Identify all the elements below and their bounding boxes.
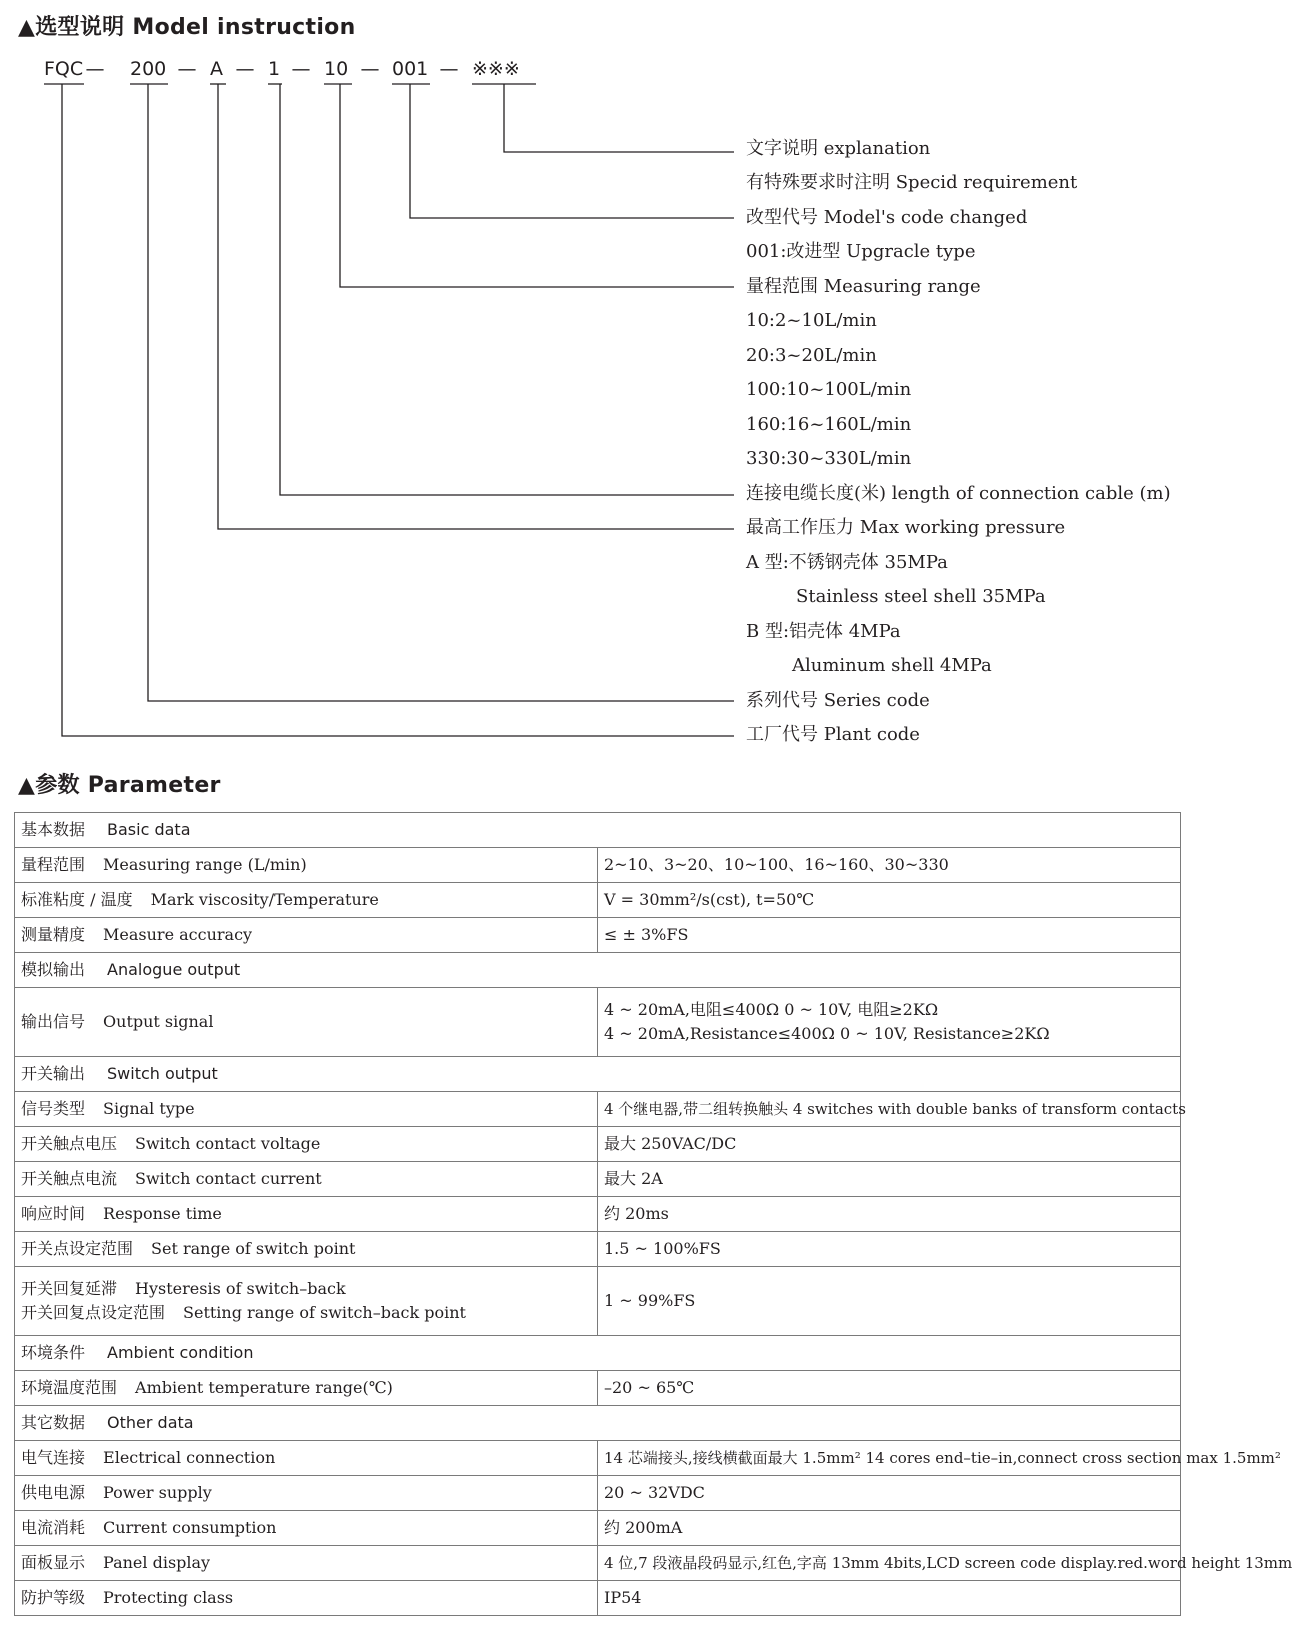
param-value: 约 20ms <box>598 1197 1181 1232</box>
section-cn: 环境条件 <box>21 1343 86 1362</box>
parameter-table <box>14 812 1292 1616</box>
param-value: 约 200mA <box>598 1511 1181 1546</box>
leader-modified <box>410 84 734 218</box>
section-en: Other data <box>107 1413 194 1432</box>
table-row <box>15 1162 1181 1197</box>
param-en: Switch contact current <box>135 1169 322 1188</box>
explain-max-pressure: 最高工作压力 Max working pressure <box>746 517 1066 538</box>
param-value: 最大 250VAC/DC <box>598 1127 1181 1162</box>
table-row <box>15 988 1181 1057</box>
explain-type-a-en: Stainless steel shell 35MPa <box>796 586 1046 607</box>
param-cn: 开关触点电流 <box>21 1169 118 1188</box>
section-en: Switch output <box>107 1064 218 1083</box>
param-value: 4 ~ 20mA,电阻≤400Ω 0 ~ 10V, 电阻≥2KΩ <box>604 1000 939 1019</box>
param-cn: 电流消耗 <box>21 1518 86 1537</box>
table-row <box>15 848 1181 883</box>
param-en: Measuring range (L/min) <box>103 855 307 874</box>
code-part-cable: 1 <box>268 58 281 80</box>
section-cn: 模拟输出 <box>21 960 86 979</box>
table-row <box>15 1197 1181 1232</box>
leader-range <box>340 84 734 287</box>
parameter-heading: ▲参数 Parameter <box>18 773 221 798</box>
param-value-en: 4 ~ 20mA,Resistance≤400Ω 0 ~ 10V, Resistance≥2KΩ <box>604 1024 1050 1043</box>
param-value: 1.5 ~ 100%FS <box>598 1232 1181 1267</box>
table-row <box>15 1267 1181 1336</box>
param-value: 最大 2A <box>598 1162 1181 1197</box>
param-en: Ambient temperature range(℃) <box>135 1378 393 1397</box>
param-en: Measure accuracy <box>103 925 253 944</box>
param-cn: 开关点设定范围 <box>21 1239 134 1258</box>
param-value: 4 个继电器,带二组转换触头 4 switches with double banks of transform contacts <box>598 1092 1181 1127</box>
param-cn: 电气连接 <box>21 1448 86 1467</box>
param-value: IP54 <box>598 1581 1181 1616</box>
table-row <box>15 1476 1181 1511</box>
code-part-range: 10 <box>324 58 349 80</box>
code-separator: — <box>235 58 255 80</box>
explain-range-option: 10:2~10L/min <box>746 310 877 331</box>
explain-type-b: B 型:铝壳体 4MPa <box>746 621 901 642</box>
param-cn: 环境温度范围 <box>21 1378 118 1397</box>
param-value: –20 ~ 65℃ <box>598 1371 1181 1406</box>
explain-range-option: 100:10~100L/min <box>746 379 912 400</box>
table-row <box>15 883 1181 918</box>
param-cn: 面板显示 <box>21 1553 86 1572</box>
param-value: 20 ~ 32VDC <box>598 1476 1181 1511</box>
param-value: 1 ~ 99%FS <box>598 1267 1181 1336</box>
param-en: Current consumption <box>103 1518 277 1537</box>
section-cn: 基本数据 <box>21 820 86 839</box>
code-separator: — <box>439 58 459 80</box>
explain-measuring-range: 量程范围 Measuring range <box>746 276 981 297</box>
section-en: Basic data <box>107 820 191 839</box>
param-en: Protecting class <box>103 1588 234 1607</box>
param-value: ≤ ± 3%FS <box>598 918 1181 953</box>
leader-series <box>148 84 734 701</box>
param-cn: 防护等级 <box>21 1588 86 1607</box>
param-cn: 输出信号 <box>21 1012 86 1031</box>
section-cn: 其它数据 <box>21 1413 86 1432</box>
param-en: Electrical connection <box>103 1448 276 1467</box>
explain-text: 文字说明 explanation <box>746 138 931 159</box>
explain-modified-code: 改型代号 Model's code changed <box>746 207 1028 228</box>
code-part-pressure: A <box>210 58 223 80</box>
leader-plant <box>62 84 734 736</box>
param-cn: 开关回复延滞 <box>21 1279 118 1298</box>
table-section-row <box>15 1336 1181 1371</box>
model-instruction-heading: ▲选型说明 Model instruction <box>18 15 356 40</box>
leader-special <box>504 84 734 152</box>
table-row <box>15 1546 1181 1581</box>
param-en: Set range of switch point <box>151 1239 356 1258</box>
model-code-leader-lines <box>0 0 1200 760</box>
param-value: 14 芯端接头,接线横截面最大 1.5mm² 14 cores end–tie–in,connect cross section max 1.5mm² <box>598 1441 1181 1476</box>
explain-series-code: 系列代号 Series code <box>746 690 930 711</box>
explain-plant-code: 工厂代号 Plant code <box>746 724 920 745</box>
param-cn: 开关回复点设定范围 <box>21 1303 166 1322</box>
explain-range-option: 330:30~330L/min <box>746 448 912 469</box>
section-en: Ambient condition <box>107 1343 254 1362</box>
code-part-modified: 001 <box>392 58 429 80</box>
param-value: 4 位,7 段液晶段码显示,红色,字高 13mm 4bits,LCD screen code display.red.word height 13mm <box>598 1546 1181 1581</box>
param-cn: 供电电源 <box>21 1483 86 1502</box>
explain-cable-length: 连接电缆长度(米) length of connection cable (m) <box>746 483 1171 504</box>
leader-cable <box>280 84 734 495</box>
param-en: Power supply <box>103 1483 212 1502</box>
param-en: Output signal <box>103 1012 214 1031</box>
explain-range-option: 160:16~160L/min <box>746 414 912 435</box>
section-cn: 开关输出 <box>21 1064 86 1083</box>
table-section-row <box>15 1406 1181 1441</box>
code-separator: — <box>291 58 311 80</box>
param-cn: 测量精度 <box>21 925 86 944</box>
explain-upgrade-type: 001:改进型 Upgracle type <box>746 241 976 262</box>
param-en: Hysteresis of switch–back <box>135 1279 346 1298</box>
table-section-row <box>15 1057 1181 1092</box>
param-en: Panel display <box>103 1553 211 1572</box>
param-en: Signal type <box>103 1099 195 1118</box>
param-value: V = 30mm²/s(cst), t=50℃ <box>598 883 1181 918</box>
param-cn: 量程范围 <box>21 855 86 874</box>
table-row <box>15 1441 1181 1476</box>
table-row <box>15 1371 1181 1406</box>
code-part-special: ※※※ <box>472 58 520 80</box>
table-row <box>15 918 1181 953</box>
explain-range-option: 20:3~20L/min <box>746 345 877 366</box>
table-row <box>15 1232 1181 1267</box>
param-en: Setting range of switch–back point <box>183 1303 466 1322</box>
explain-type-b-en: Aluminum shell 4MPa <box>792 655 992 676</box>
code-part-plant: FQC <box>44 58 84 80</box>
param-cn: 响应时间 <box>21 1204 86 1223</box>
param-en: Response time <box>103 1204 222 1223</box>
table-row <box>15 1127 1181 1162</box>
table-row <box>15 1092 1181 1127</box>
code-separator: — <box>177 58 197 80</box>
param-value: 2~10、3~20、10~100、16~160、30~330 <box>598 848 1181 883</box>
param-en: Mark viscosity/Temperature <box>150 890 379 909</box>
explain-type-a: A 型:不锈钢壳体 35MPa <box>746 552 948 573</box>
leader-pressure <box>218 84 734 529</box>
section-en: Analogue output <box>107 960 241 979</box>
code-part-series: 200 <box>130 58 167 80</box>
param-en: Switch contact voltage <box>135 1134 321 1153</box>
table-row <box>15 1581 1181 1616</box>
explain-special-req: 有特殊要求时注明 Specid requirement <box>746 172 1078 193</box>
code-separator: — <box>360 58 380 80</box>
table-section-row <box>15 813 1181 848</box>
param-cn: 标准粘度 / 温度 <box>21 890 133 909</box>
code-separator: — <box>85 58 105 80</box>
param-cn: 开关触点电压 <box>21 1134 118 1153</box>
table-row <box>15 1511 1181 1546</box>
param-cn: 信号类型 <box>21 1099 86 1118</box>
table-section-row <box>15 953 1181 988</box>
